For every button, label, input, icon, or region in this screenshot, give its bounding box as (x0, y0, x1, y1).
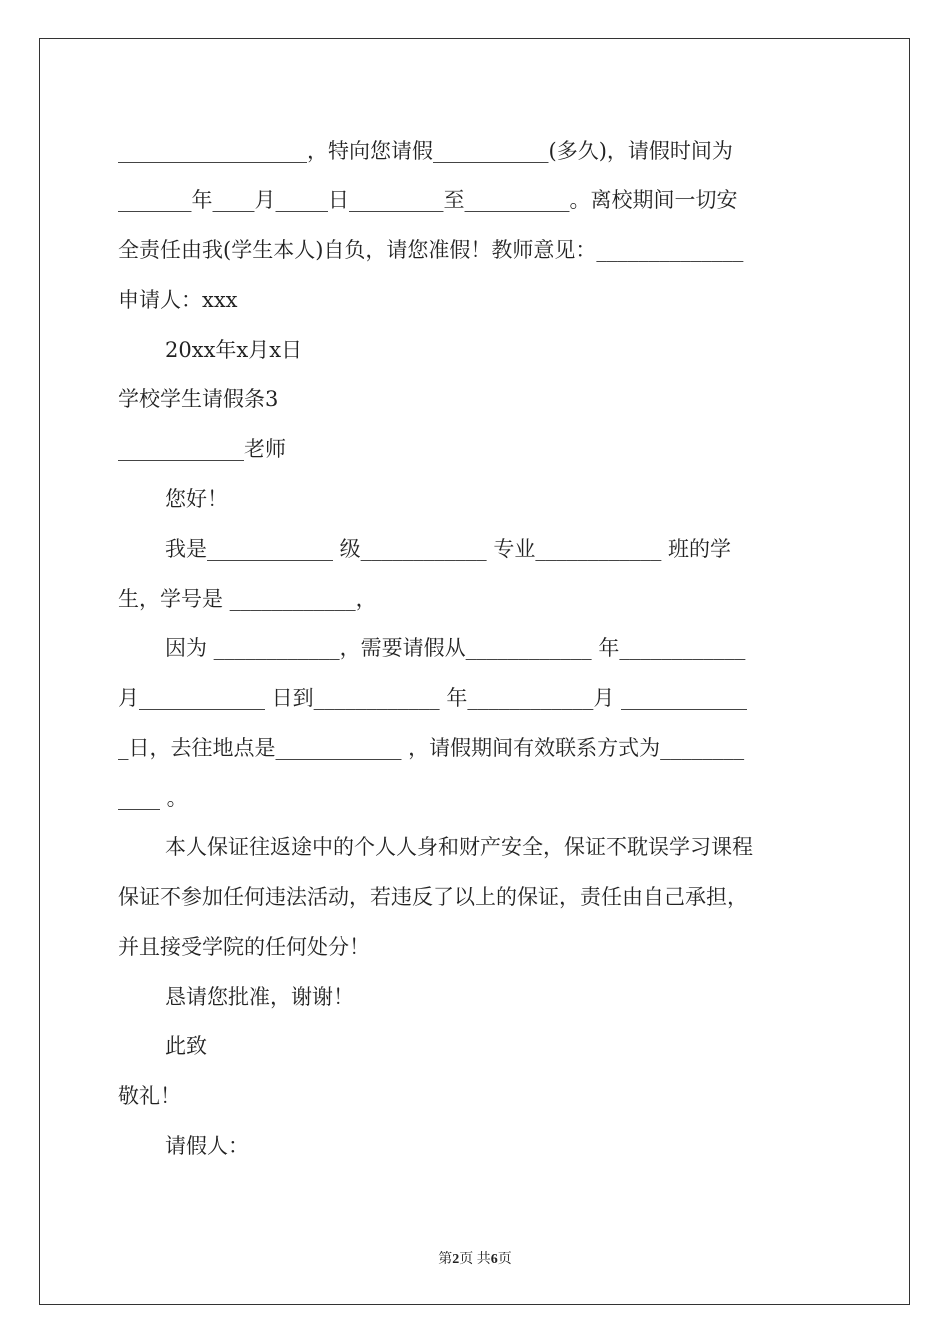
request-line: 恳请您批准，谢谢！ (165, 985, 354, 1009)
text-line-3: 全责任由我(学生本人)自负，请您准假！教师意见：______________ (118, 238, 744, 262)
page-border (39, 38, 910, 1305)
text-line-17: 并且接受学院的任何处分！ (118, 935, 370, 959)
page-prefix: 第 (438, 1252, 453, 1267)
page-total: 6 (490, 1252, 498, 1267)
greeting: 您好！ (165, 487, 228, 511)
applicant-line: 申请人：xxx (118, 288, 238, 312)
text-line-2: _______年____月_____日_________至__________。离校期间一切安 (118, 188, 738, 212)
salute-line: 敬礼！ (118, 1084, 181, 1108)
text-line-10: 生，学号是 ____________， (118, 587, 377, 611)
text-line-14: ____ 。 (118, 786, 188, 810)
signature-line: 请假人： (165, 1134, 249, 1158)
teacher-salutation: ____________老师 (118, 437, 286, 461)
date-line: 20xx年x月x日 (165, 338, 303, 362)
text-line-16: 保证不参加任何违法活动，若违反了以上的保证，责任由自己承担， (118, 885, 748, 909)
text-line-11: 因为 ____________，需要请假从____________ 年____________ (165, 636, 746, 660)
closing-line: 此致 (165, 1034, 207, 1058)
text-line-13: _日，去往地点是____________ ，请假期间有效联系方式为________ (118, 736, 745, 760)
page-suffix: 页 (497, 1252, 512, 1267)
page-mid: 页 共 (459, 1252, 491, 1267)
text-line-1: __________________，特向您请假___________(多久)，请假时间为 (118, 139, 733, 163)
page-number (0, 1248, 950, 1268)
text-line-12: 月____________ 日到____________ 年____________月 ____________ (118, 686, 748, 710)
text-line-15: 本人保证往返途中的个人人身和财产安全，保证不耽误学习课程 (165, 835, 753, 859)
page-current: 2 (452, 1252, 460, 1267)
section-title: 学校学生请假条3 (118, 387, 279, 411)
text-line-9: 我是____________ 级____________ 专业____________ 班的学 (165, 537, 732, 561)
